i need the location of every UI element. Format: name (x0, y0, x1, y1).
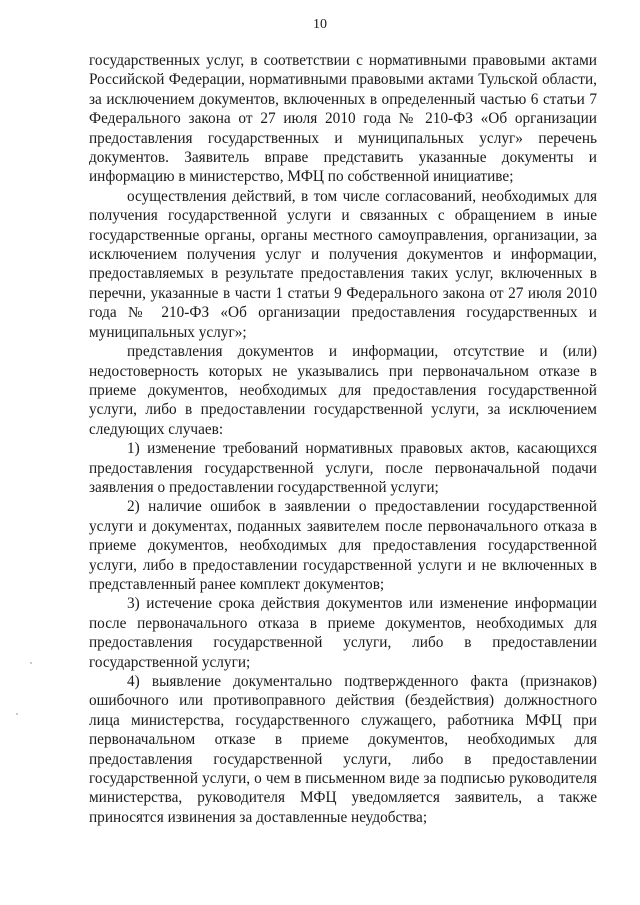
list-item-2: 2) наличие ошибок в заявлении о предоставлении государственной услуги и документах, поданных заявителем после первоначального отказа в приеме документов, необходимых для предоставления государственной услуги, либо в предоставлении государственной услуги и не включенных в представленный ранее комплект документов; (89, 498, 597, 593)
paragraph-continuation: государственных услуг, в соответствии с нормативными правовыми актами Российской Федерации, нормативными правовыми актами Тульской области, за исключением документов, включенных в определенный частью 6 статьи 7 Федерального закона от 27 июля 2010 года № 210-ФЗ «Об организации предоставления государственных и муниципальных услуг» перечень документов. Заявитель вправе представить указанные документы и информацию в министерство, МФЦ по собственной инициативе; (89, 52, 597, 186)
paragraph-documents: представления документов и информации, отсутствие и (или) недостоверность которых не указывались при первоначальном отказе в приеме документов, необходимых для предоставления государственной услуги, либо в предоставлении государственной услуги, за исключением следующих случаев: (89, 343, 597, 438)
scan-speck (16, 713, 18, 715)
paragraph-actions: осуществления действий, в том числе согласований, необходимых для получения государственной услуги и связанных с обращением в иные государственные органы, органы местного самоуправления, организации, за исключением получения услуг и получения документов и информации, предоставляемых в результате предоставления таких услуг, включенных в перечни, указанные в части 1 статьи 9 Федерального закона от 27 июля 2010 года № 210-ФЗ «Об организации предоставления государственных и муниципальных услуг»; (89, 187, 597, 341)
list-item-1: 1) изменение требований нормативных правовых актов, касающихся предоставления государственной услуги, после первоначальной подачи заявления о предоставлении государственной услуги; (89, 440, 597, 496)
page-number: 10 (313, 17, 327, 32)
list-item-4: 4) выявление документально подтвержденного факта (признаков) ошибочного или противоправного действия (бездействия) должностного лица министерства, государственного служащего, работника МФЦ при первоначальном отказе в приеме документов, необходимых для предоставления государственной услуги, либо в предоставлении государственной услуги, о чем в письменном виде за подписью руководителя министерства, руководителя МФЦ уведомляется заявитель, а также приносятся извинения за доставленные неудобства; (89, 673, 597, 826)
list-item-3: 3) истечение срока действия документов или изменение информации после первоначального отказа в приеме документов, необходимых для предоставления государственной услуги, либо в предоставлении государственной услуги; (89, 595, 597, 671)
scan-speck (30, 662, 32, 664)
document-body (89, 51, 597, 827)
